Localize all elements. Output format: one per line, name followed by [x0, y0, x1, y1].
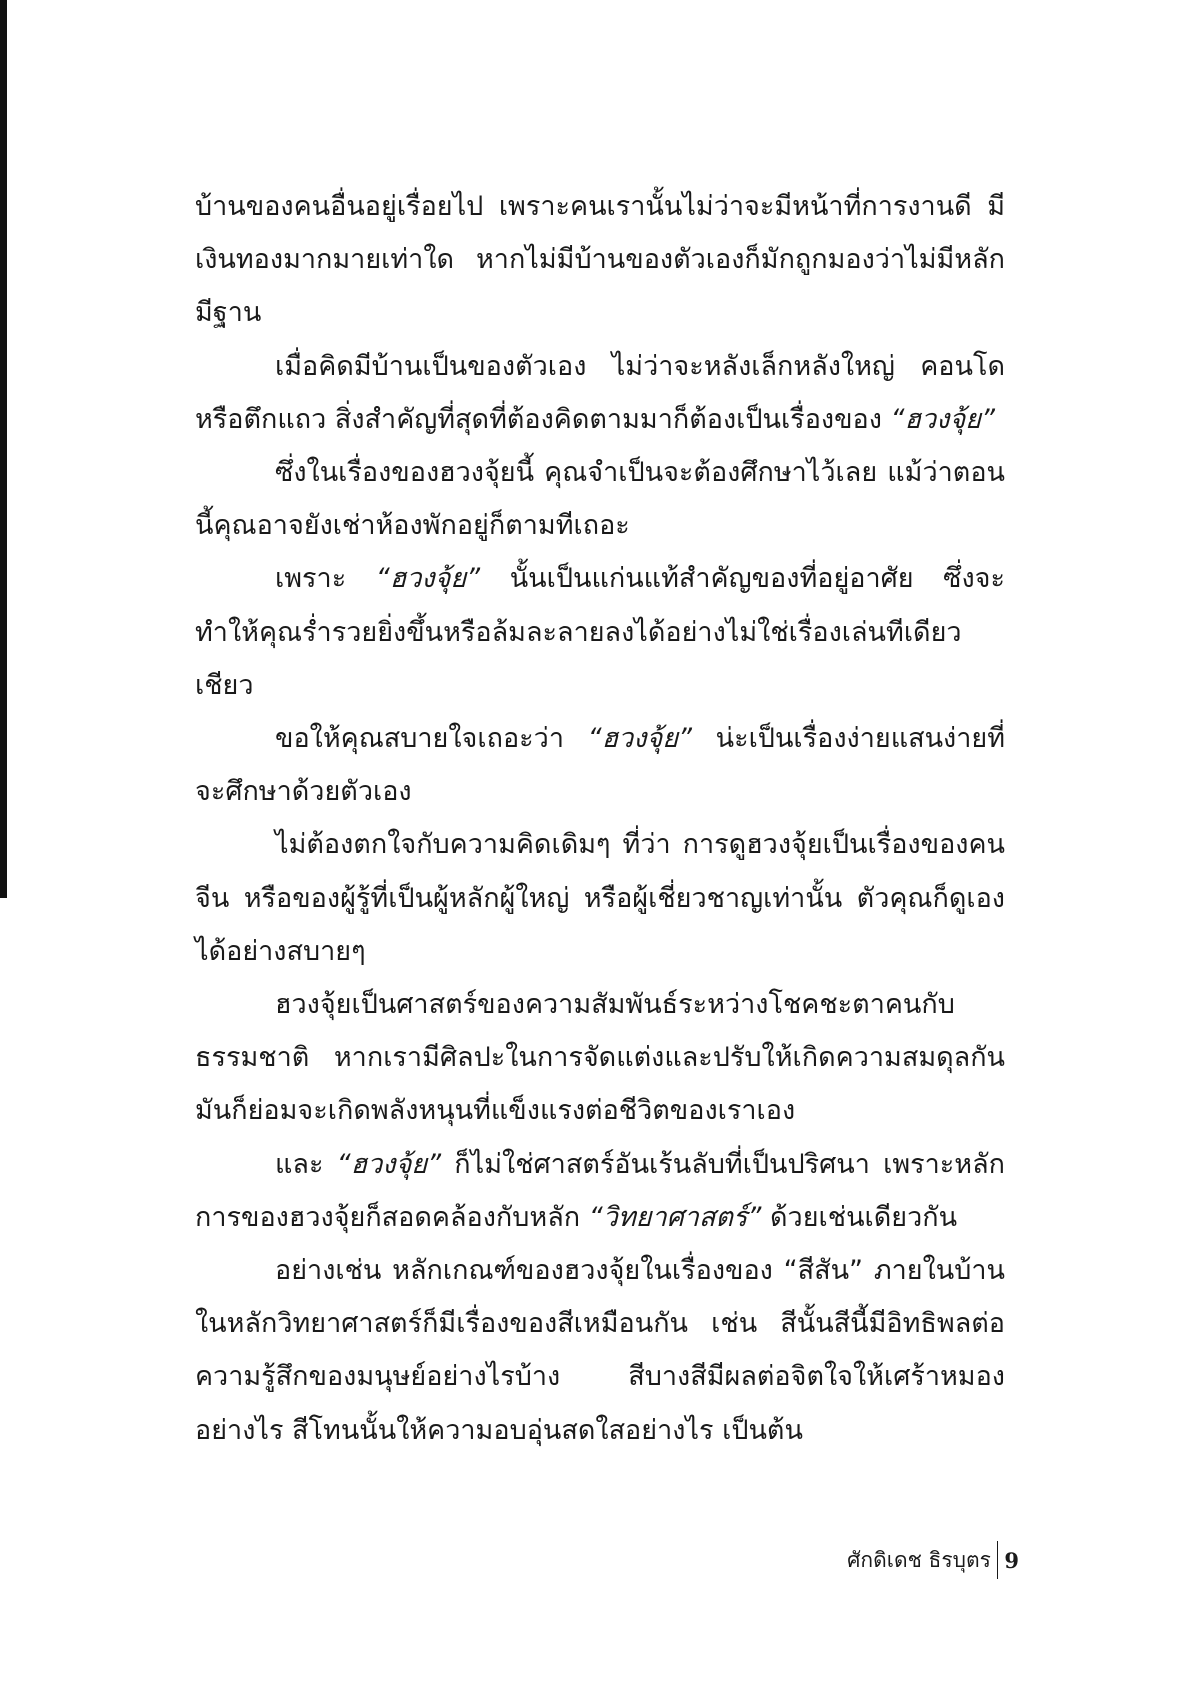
- paragraph-text: อย่างเช่น หลักเกณฑ์ของฮวงจุ้ยในเรื่องของ “สีสัน” ภายในบ้าน ในหลักวิทยาศาสตร์ก็มีเรื่องของสีเหมือนกัน เช่น สีนั้นสีนี้มีอิทธิพลต่อความรู้สึกของมนุษย์อย่างไรบ้าง สีบางสีมีผลต่อจิตใจให้เศร้าหมองอย่างไร สีโทนนั้นให้ความอบอุ่นสดใสอย่างไร เป็นต้น: [195, 1255, 1005, 1446]
- paragraph: [195, 552, 1005, 712]
- paragraph-text: บ้านของคนอื่นอยู่เรื่อยไป เพราะคนเรานั้นไม่ว่าจะมีหน้าที่การงานดี มีเงินทองมากมายเท่าใด หากไม่มีบ้านของตัวเองก็มักถูกมองว่าไม่มีหลักมีฐาน: [195, 191, 1005, 329]
- paragraph-text: ขอให้คุณสบายใจเถอะว่า: [275, 723, 588, 755]
- paragraph: [195, 1138, 1005, 1244]
- page-edge-bar: [0, 0, 7, 898]
- paragraph-text: น่ะเป็นเรื่องง่ายแสนง่ายที่จะศึกษาด้วยตัวเอง: [195, 723, 1005, 808]
- paragraph: [195, 818, 1005, 978]
- paragraph: [195, 340, 1005, 446]
- paragraph-text: ฮวงจุ้ยเป็นศาสตร์ของความสัมพันธ์ระหว่างโชคชะตาคนกับธรรมชาติ หากเรามีศิลปะในการจัดแต่งและปรับให้เกิดความสมดุลกัน มันก็ย่อมจะเกิดพลังหนุนที่แข็งแรงต่อชีวิตของเราเอง: [195, 989, 1005, 1127]
- paragraph-text: และ: [275, 1148, 337, 1180]
- emphasized-term: “ฮวงจุ้ย”: [336, 1148, 442, 1180]
- page-footer: [847, 1541, 1019, 1579]
- emphasized-term: “ฮวงจุ้ย”: [375, 563, 481, 595]
- body-text: [195, 180, 1005, 1457]
- emphasized-term: “ฮวงจุ้ย”: [890, 403, 995, 435]
- footer-divider: [997, 1541, 999, 1579]
- paragraph-text: เพราะ: [275, 563, 376, 595]
- emphasized-term: “ฮวงจุ้ย”: [587, 723, 693, 755]
- paragraph: [195, 446, 1005, 552]
- paragraph-text: ด้วยเช่นเดียวกัน: [761, 1201, 958, 1233]
- emphasized-term: “วิทยาศาสตร์”: [588, 1201, 762, 1233]
- paragraph-text: นั้นเป็นแก่นแท้สำคัญของที่อยู่อาศัย ซึ่งจะทำให้คุณร่ำรวยยิ่งขึ้นหรือล้มละลายลงได้อย่างไม่ใช่เรื่องเล่นทีเดียวเชียว: [195, 563, 1005, 701]
- paragraph-text: เมื่อคิดมีบ้านเป็นของตัวเอง ไม่ว่าจะหลังเล็กหลังใหญ่ คอนโด หรือตึกแถว สิ่งสำคัญที่สุดที่ต้องคิดตามมาก็ต้องเป็นเรื่องของ: [195, 350, 1005, 435]
- paragraph-text: ซึ่งในเรื่องของฮวงจุ้ยนี้ คุณจำเป็นจะต้องศึกษาไว้เลย แม้ว่าตอนนี้คุณอาจยังเช่าห้องพักอยู่ก็ตามทีเถอะ: [195, 457, 1005, 542]
- footer-author: ศักดิเดช ธิรบุตร: [847, 1547, 991, 1572]
- paragraph-text: ก็ไม่ใช่ศาสตร์อันเร้นลับที่เป็นปริศนา เพราะหลักการของฮวงจุ้ยก็สอดคล้องกับหลัก: [195, 1148, 1005, 1233]
- page-number: 9: [1004, 1547, 1019, 1573]
- paragraph: [195, 180, 1005, 340]
- paragraph: [195, 1244, 1005, 1457]
- paragraph: [195, 978, 1005, 1138]
- paragraph: [195, 712, 1005, 818]
- paragraph-text: ไม่ต้องตกใจกับความคิดเดิมๆ ที่ว่า การดูฮวงจุ้ยเป็นเรื่องของคนจีน หรือของผู้รู้ที่เป็นผู้หลักผู้ใหญ่ หรือผู้เชี่ยวชาญเท่านั้น ตัวคุณก็ดูเองได้อย่างสบายๆ: [195, 829, 1005, 967]
